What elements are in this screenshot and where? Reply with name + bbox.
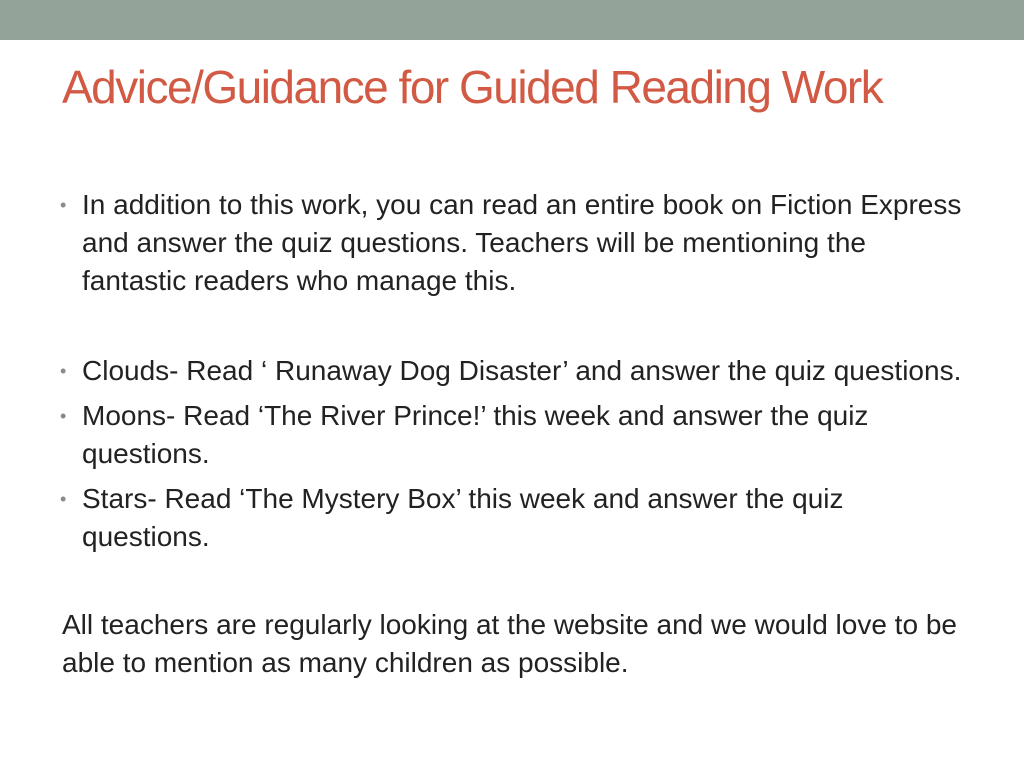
top-accent-bar	[0, 0, 1024, 40]
slide-body	[62, 186, 972, 682]
slide-title: Advice/Guidance for Guided Reading Work	[62, 61, 883, 113]
bullet-text: Clouds- Read ‘ Runaway Dog Disaster’ and answer the quiz questions.	[82, 355, 962, 386]
bullet-icon: •	[60, 406, 67, 426]
bullet-icon: •	[60, 361, 67, 381]
bullet-text: Stars- Read ‘The Mystery Box’ this week and answer the quiz questions.	[82, 483, 844, 552]
bullet-item	[62, 186, 972, 300]
closing-paragraph: All teachers are regularly looking at the website and we would love to be able to mention as many children as possible.	[62, 609, 957, 678]
bullet-icon: •	[60, 195, 67, 215]
bullet-item	[62, 480, 972, 556]
bullet-text: Moons- Read ‘The River Prince!’ this week and answer the quiz questions.	[82, 400, 869, 469]
bullet-text: In addition to this work, you can read an entire book on Fiction Express and answer the quiz questions. Teachers will be mentioning the fantastic readers who manage this.	[82, 189, 962, 296]
bullet-item	[62, 352, 972, 390]
bullet-item	[62, 397, 972, 473]
bullet-list	[62, 186, 972, 556]
bullet-icon: •	[60, 489, 67, 509]
